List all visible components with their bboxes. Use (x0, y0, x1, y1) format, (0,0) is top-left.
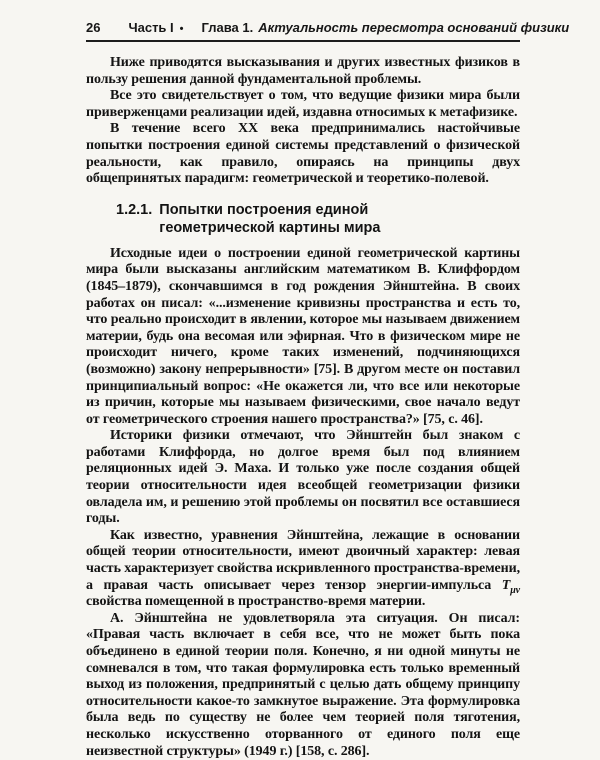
bullet-separator-icon: • (179, 23, 184, 35)
paragraph-einstein-equations (86, 528, 520, 611)
part-label: Часть I (128, 20, 174, 35)
tensor-paragraph-before: Как известно, уравнения Эйнштейна, лежащие в основании общей теории относительности, имеют двоичный характер: левая часть характеризует свойства искривленного пространства-времени, а правая часть описывает через тензор энергии-импульса (86, 527, 520, 593)
tensor-notation (501, 577, 520, 596)
chapter-label: Глава 1. (201, 20, 254, 35)
paragraph-intro-3: В течение всего XX века предпринимались настойчивые попытки построения единой системы представлений о физической реальности, как правило, опираясь на принципы двух общепринятых парадигм: геометрической и теоретико-полевой. (86, 121, 520, 187)
section-title-line2: геометрической картины мира (159, 219, 381, 236)
section-title-line1: Попытки построения единой (159, 201, 369, 218)
section-title (159, 201, 380, 237)
chapter-title: Актуальность пересмотра оснований физики (258, 20, 570, 35)
section-heading (116, 201, 520, 237)
page-number: 26 (86, 20, 101, 35)
header-rule (86, 40, 520, 42)
paragraph-intro-1: Ниже приводятся высказывания и других известных физиков в пользу решения данной фундаментальной проблемы. (86, 55, 520, 87)
paragraph-einstein-quote: А. Эйнштейна не удовлетворяла эта ситуация. Он писал: «Правая часть включает в себя все, что не может быть пока объединено в единой теории поля. Конечно, я ни одной минуты не сомневался в том, что такая формулировка есть только временный выход из положения, предпринятый с целью дать общему принципу относительности какое-то замкнутое выражение. Эта формулировка была ведь по существу не более чем теорией поля тяготения, несколько искусственно оторванного от единого поля еще неизвестной структуры» (1949 г.) [158, с. 286]. (86, 610, 520, 759)
tensor-paragraph-after: свойства помещенной в пространство-время материи. (86, 594, 426, 610)
paragraph-historians: Историки физики отмечают, что Эйнштейн был знаком с работами Клиффорда, но долгое время был под влиянием реляционных идей Э. Маха. И только уже после создания общей теории относительности идея всеобщей геометризации физики овладела им, и решению этой проблемы он посвятил все оставшиеся годы. (86, 428, 520, 527)
section-number: 1.2.1. (116, 201, 153, 218)
paragraph-intro-2: Все это свидетельствует о том, что ведущие физики мира были приверженцами реализации идей, издавна относимых к метафизике. (86, 88, 520, 120)
paragraph-clifford: Исходные идеи о построении единой геометрической картины мира были высказаны английским математиком В. Клиффордом (1845–1879), скончавшимся в год рождения Эйнштейна. В своих работах он писал: «...изменение кривизны пространства и есть то, что реально происходит в явлении, которое мы называем движением материи, будь она весомая или эфирная. Что в физическом мире не происходит ничего, кроме таких изменений, подчиняющихся (возможно) закону непрерывности» [75]. В другом месте он поставил принципиальный вопрос: «Не окажется ли, что все или некоторые из причин, которые мы называем физическими, свое начало ведут от геометрического строения нашего пространства?» [75, с. 46]. (86, 245, 520, 427)
tensor-subscript: μν (510, 584, 520, 596)
page-header (86, 20, 570, 35)
page-body (86, 55, 520, 760)
tensor-symbol: T (501, 577, 511, 593)
